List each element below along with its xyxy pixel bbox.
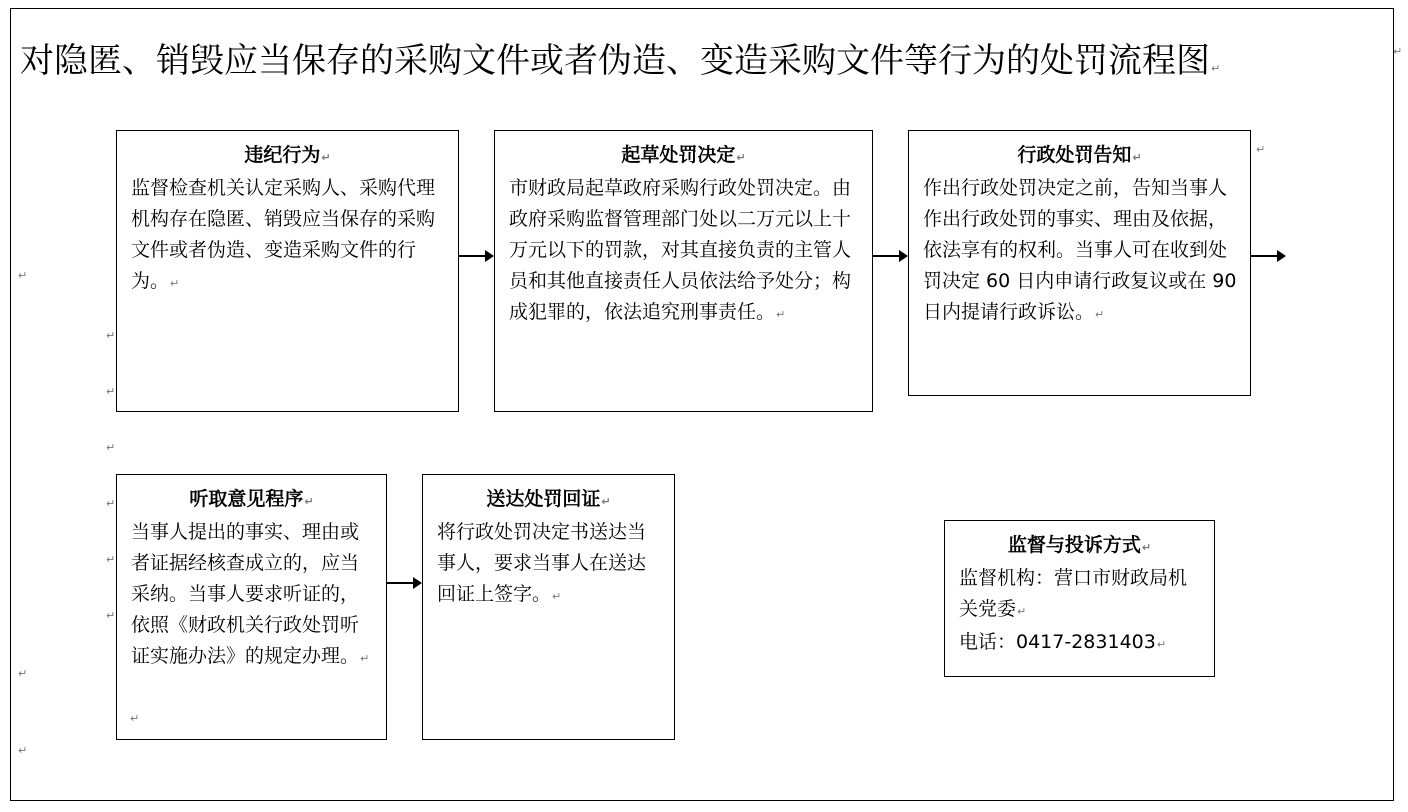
step-body: 监督检查机关认定采购人、采购代理机构存在隐匿、销毁应当保存的采购文件或者伪造、变造采购文件的行为。↵	[131, 177, 436, 292]
flow-arrow	[387, 582, 414, 584]
step-body: 作出行政处罚决定之前，告知当事人作出行政处罚的事实、理由及依据，依法享有的权利。当事人可在收到处罚决定 60 日内申请行政复议或在 90 日内提请行政诉讼。↵	[923, 177, 1237, 323]
flow-arrow	[459, 255, 486, 257]
step-heading: 听取意见程序↵	[189, 488, 314, 510]
paragraph-mark: ↵	[18, 667, 28, 680]
paragraph-mark: ↵	[106, 385, 116, 398]
step-body: 市财政局起草政府采购行政处罚决定。由政府采购监督管理部门处以二万元以上十万元以下的罚款，对其直接负责的主管人员和其他直接责任人员依法给予处分；构成犯罪的，依法追究刑事责任。↵	[509, 177, 852, 323]
step-box-violation	[116, 130, 459, 412]
step-heading: 违纪行为↵	[244, 144, 331, 166]
step-body: 将行政处罚决定书送达当事人，要求当事人在送达回证上签字。↵	[437, 521, 647, 605]
contact-body	[959, 563, 1202, 660]
contact-box	[944, 520, 1215, 677]
contact-heading: 监督与投诉方式↵	[1007, 534, 1152, 556]
step-box-draft-decision	[494, 130, 873, 412]
page-title: 对隐匿、销毁应当保存的采购文件或者伪造、变造采购文件等行为的处罚流程图↵	[20, 41, 1221, 81]
step-box-notification	[908, 130, 1251, 396]
flow-arrow	[1251, 255, 1278, 257]
contact-phone: 电话：0417-2831403↵	[959, 631, 1167, 653]
paragraph-mark: ↵	[106, 609, 116, 622]
paragraph-mark: ↵	[18, 269, 28, 282]
paragraph-mark: ↵	[18, 744, 28, 757]
paragraph-mark: ↵	[106, 441, 116, 454]
step-heading: 起草处罚决定↵	[621, 144, 746, 166]
step-body: 当事人提出的事实、理由或者证据经核查成立的，应当采纳。当事人要求听证的，依照《财政机关行政处罚听证实施办法》的规定办理。↵	[131, 521, 370, 667]
paragraph-mark: ↵	[106, 497, 116, 510]
step-box-delivery-receipt	[422, 474, 675, 740]
step-heading: 行政处罚告知↵	[1017, 144, 1142, 166]
paragraph-mark: ↵	[106, 329, 116, 342]
paragraph-mark: ↵	[1393, 45, 1403, 58]
paragraph-mark: ↵	[1256, 143, 1266, 156]
contact-agency: 监督机构：营口市财政局机关党委↵	[959, 567, 1188, 620]
step-heading: 送达处罚回证↵	[486, 488, 611, 510]
flow-arrow	[873, 255, 900, 257]
paragraph-mark: ↵	[106, 553, 116, 566]
paragraph-mark: ↵	[130, 712, 140, 725]
step-box-hearing	[116, 474, 387, 740]
